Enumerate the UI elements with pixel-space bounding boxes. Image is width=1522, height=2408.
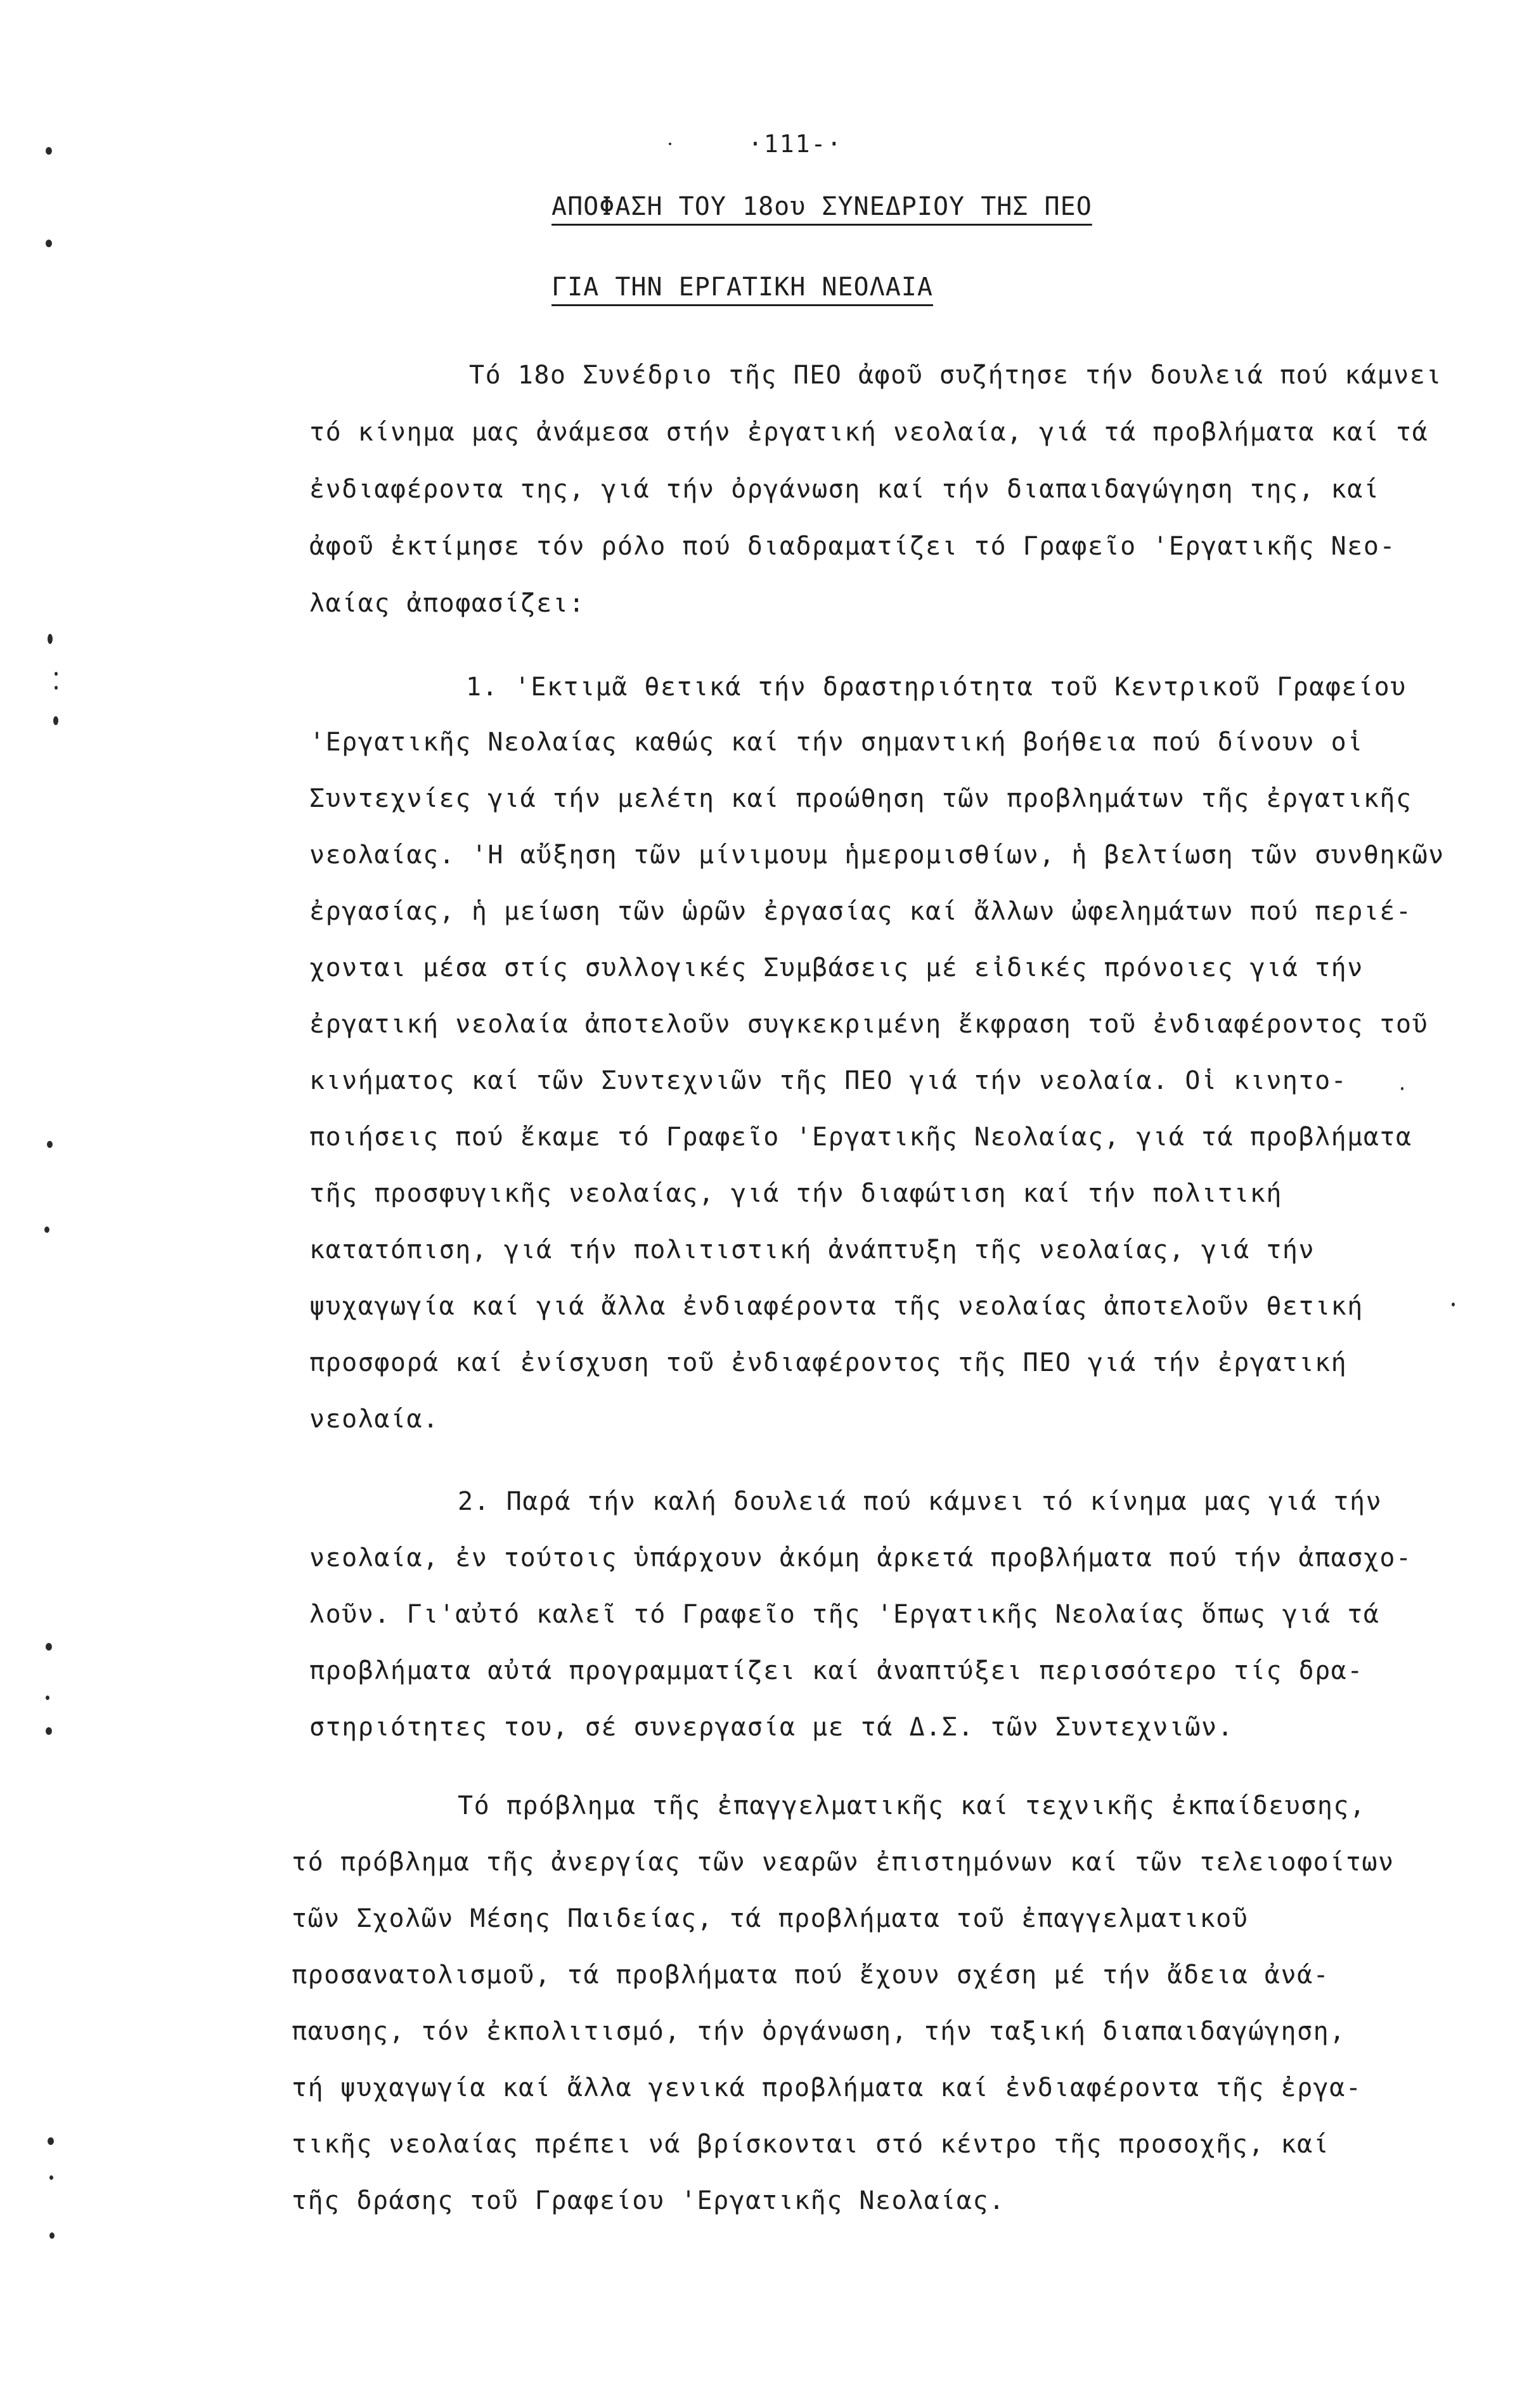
body-line: τῶν Σχολῶν Μέσης Παιδείας, τά προβλήματα τοῦ ἐπαγγελματικοῦ	[292, 1904, 1249, 1933]
body-line: τό κίνημα μας ἀνάμεσα στήν ἐργατική νεολαία, γιά τά προβλήματα καί τά	[309, 418, 1429, 447]
body-line: χονται μέσα στίς συλλογικές Συμβάσεις μέ εἰδικές πρόνοιες γιά τήν	[309, 953, 1364, 982]
body-line: 1. 'Εκτιμᾶ θετικά τήν δραστηριότητα τοῦ Κεντρικοῦ Γραφείου	[466, 673, 1407, 702]
body-line: τικῆς νεολαίας πρέπει νά βρίσκονται στό κέντρο τῆς προσοχῆς, καί	[292, 2130, 1330, 2159]
body-line: ἐργατική νεολαία ἀποτελοῦν συγκεκριμένη ἔκφραση τοῦ ἐνδιαφέροντος τοῦ	[309, 1010, 1429, 1039]
body-line: προσανατολισμοῦ, τά προβλήματα πού ἔχουν σχέση μέ τήν ἄδεια ἀνά-	[292, 1961, 1330, 1990]
scan-speck	[1401, 1087, 1403, 1090]
scan-speck	[53, 716, 58, 725]
document-title: ΑΠΟΦΑΣΗ ΤΟΥ 18ου ΣΥΝΕΔΡΙΟΥ ΤΗΣ ΠΕΟ	[551, 192, 1092, 221]
page-number: ·111-·	[748, 130, 843, 158]
body-line: 'Εργατικῆς Νεολαίας καθώς καί τήν σημαντική βοήθεια πού δίνουν οἱ	[309, 728, 1364, 757]
body-line: τό πρόβλημα τῆς ἀνεργίας τῶν νεαρῶν ἐπιστημόνων καί τῶν τελειοφοίτων	[292, 1848, 1395, 1877]
scan-speck	[44, 1227, 49, 1233]
body-line: κινήματος καί τῶν Συντεχνιῶν τῆς ΠΕΟ γιά τήν νεολαία. Οἱ κινητο-	[309, 1066, 1348, 1095]
scan-speck	[46, 1643, 52, 1651]
body-line: 2. Παρά τήν καλή δουλειά πού κάμνει τό κίνημα μας γιά τήν	[458, 1487, 1383, 1516]
body-line: νεολαία, ἐν τούτοις ὑπάρχουν ἀκόμη ἀρκετά προβλήματα πού τήν ἀπασχο-	[309, 1543, 1412, 1573]
body-line: προσφορά καί ἐνίσχυση τοῦ ἐνδιαφέροντος τῆς ΠΕΟ γιά τήν ἐργατική	[309, 1348, 1348, 1377]
body-line: ψυχαγωγία καί γιά ἄλλα ἐνδιαφέροντα τῆς νεολαίας ἀποτελοῦν θετική	[309, 1292, 1364, 1321]
body-line: κατατόπιση, γιά τήν πολιτιστική ἀνάπτυξη τῆς νεολαίας, γιά τήν	[309, 1235, 1315, 1265]
body-line: νεολαίας. 'Η αὔξηση τῶν μίνιμουμ ἡμερομισθίων, ἡ βελτίωση τῶν συνθηκῶν	[309, 840, 1445, 870]
body-line: λαίας ἀποφασίζει:	[309, 589, 585, 618]
scan-speck	[669, 143, 671, 145]
scan-speck	[46, 240, 52, 247]
scan-speck	[46, 1727, 52, 1735]
scan-speck	[1452, 1303, 1455, 1306]
scan-speck	[48, 634, 53, 644]
body-line: Τό πρόβλημα τῆς ἐπαγγελματικῆς καί τεχνικῆς ἐκπαίδευσης,	[458, 1791, 1366, 1820]
body-line: ἐνδιαφέροντα της, γιά τήν ὀργάνωση καί τήν διαπαιδαγώγηση της, καί	[309, 475, 1380, 504]
body-line: προβλήματα αὐτά προγραμματίζει καί ἀναπτύξει περισσότερο τίς δρα-	[309, 1656, 1364, 1685]
document-subtitle: ΓΙΑ ΤΗΝ ΕΡΓΑΤΙΚΗ ΝΕΟΛΑΙΑ	[551, 273, 933, 302]
scan-speck	[49, 2232, 55, 2239]
scan-speck	[55, 686, 58, 690]
body-line: Τό 18ο Συνέδριο τῆς ΠΕΟ ἀφοῦ συζήτησε τήν δουλειά πού κάμνει	[469, 361, 1442, 390]
scan-speck	[46, 147, 52, 155]
body-line: ἐργασίας, ἡ μείωση τῶν ὡρῶν ἐργασίας καί ἄλλων ὠφελημάτων πού περιέ-	[309, 897, 1412, 926]
scan-speck	[47, 1141, 53, 1148]
scan-speck	[48, 2137, 54, 2145]
body-line: παυσης, τόν ἐκπολιτισμό, τήν ὀργάνωση, τήν ταξική διαπαιδαγώγηση,	[292, 2017, 1346, 2046]
body-line: στηριότητες του, σέ συνεργασία με τά Δ.Σ. τῶν Συντεχνιῶν.	[309, 1713, 1234, 1742]
body-line: ἀφοῦ ἐκτίμησε τόν ρόλο πού διαδραματίζει τό Γραφεῖο 'Εργατικῆς Νεο-	[309, 532, 1396, 561]
body-line: τή ψυχαγωγία καί ἄλλα γενικά προβλήματα καί ἐνδιαφέροντα τῆς ἐργα-	[292, 2073, 1362, 2102]
body-line: νεολαία.	[309, 1405, 439, 1434]
scan-speck	[46, 1696, 49, 1700]
scan-speck	[55, 672, 58, 676]
body-line: λοῦν. Γι'αὐτό καλεῖ τό Γραφεῖο τῆς 'Εργατικῆς Νεολαίας ὅπως γιά τά	[309, 1600, 1380, 1629]
body-line: Συντεχνίες γιά τήν μελέτη καί προώθηση τῶν προβλημάτων τῆς ἐργατικῆς	[309, 784, 1412, 813]
body-line: ποιήσεις πού ἔκαμε τό Γραφεῖο 'Εργατικῆς Νεολαίας, γιά τά προβλήματα	[309, 1123, 1412, 1152]
body-line: τῆς δράσης τοῦ Γραφείου 'Εργατικῆς Νεολαίας.	[292, 2186, 1005, 2215]
scan-speck	[49, 2175, 53, 2180]
body-line: τῆς προσφυγικῆς νεολαίας, γιά τήν διαφώτιση καί τήν πολιτική	[309, 1179, 1282, 1208]
